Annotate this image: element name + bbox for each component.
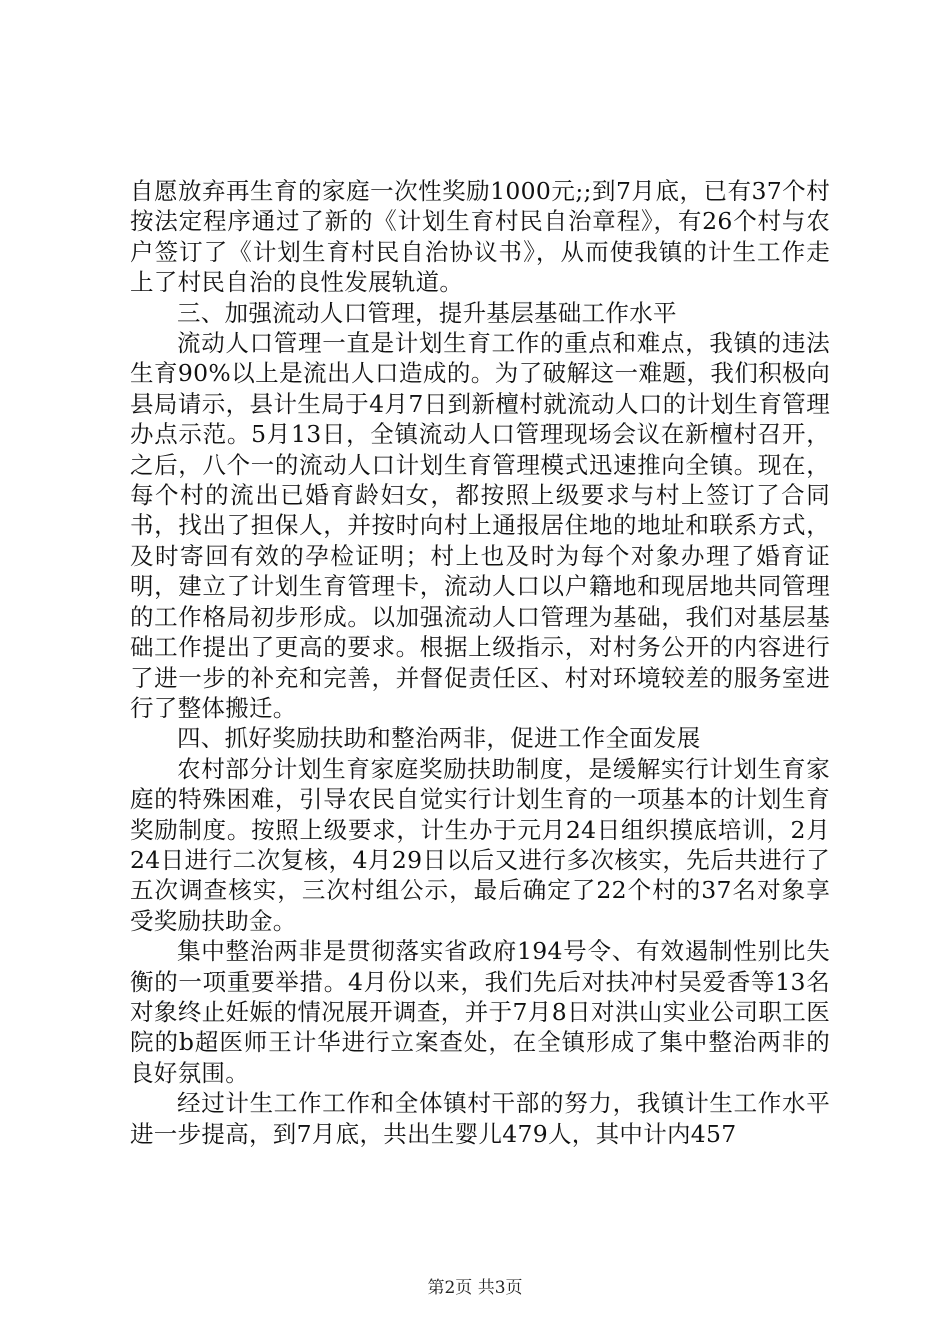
paragraph-summary: 经过计生工作工作和全体镇村干部的努力，我镇计生工作水平进一步提高，到7月底，共出生婴儿479人，其中计内457: [130, 1089, 830, 1148]
section-heading-3: 三、加强流动人口管理，提升基层基础工作水平: [177, 298, 677, 327]
document-body: [130, 176, 830, 1149]
paragraph-1: 自愿放弃再生育的家庭一次性奖励1000元;;到7月底，已有37个村按法定程序通过了新的《计划生育村民自治章程》，有26个村与农户签订了《计划生育村民自治协议书》，从而使我镇的计生工作走上了村民自治的良性发展轨道。: [130, 177, 830, 297]
paragraph-reward-support: 农村部分计划生育家庭奖励扶助制度，是缓解实行计划生育家庭的特殊困难，引导农民自觉实行计划生育的一项基本的计划生育奖励制度。按照上级要求，计生办于元月24日组织摸底培训，2月24日进行二次复核，4月29日以后又进行多次核实，先后共进行了五次调查核实，三次村组公示，最后确定了22个村的37名对象享受奖励扶助金。: [130, 754, 830, 935]
section-heading-4: 四、抓好奖励扶助和整治两非，促进工作全面发展: [177, 724, 701, 753]
paragraph-floating-population: 流动人口管理一直是计划生育工作的重点和难点，我镇的违法生育90%以上是流出人口造成的。为了破解这一难题，我们积极向县局请示，县计生局于4月7日到新檀村就流动人口的计划生育管理办点示范。5月13日，全镇流动人口管理现场会议在新檀村召开，之后，八个一的流动人口计划生育管理模式迅速推向全镇。现在，每个村的流出已婚育龄妇女，都按照上级要求与村上签订了合同书，找出了担保人，并按时向村上通报居住地的地址和联系方式，及时寄回有效的孕检证明；村上也及时为每个对象办理了婚育证明，建立了计划生育管理卡，流动人口以户籍地和现居地共同管理的工作格局初步形成。以加强流动人口管理为基础，我们对基层基础工作提出了更高的要求。根据上级指示，对村务公开的内容进行了进一步的补充和完善，并督促责任区、村对环境较差的服务室进行了整体搬迁。: [130, 329, 830, 722]
paragraph-rectification: 集中整治两非是贯彻落实省政府194号令、有效遏制性别比失衡的一项重要举措。4月份以来，我们先后对扶冲村吴爱香等13名对象终止妊娠的情况展开调查，并于7月8日对洪山实业公司职工医院的b超医师王计华进行立案查处，在全镇形成了集中整治两非的良好氛围。: [130, 937, 830, 1087]
page-footer: 第2页 共3页: [427, 1278, 523, 1298]
